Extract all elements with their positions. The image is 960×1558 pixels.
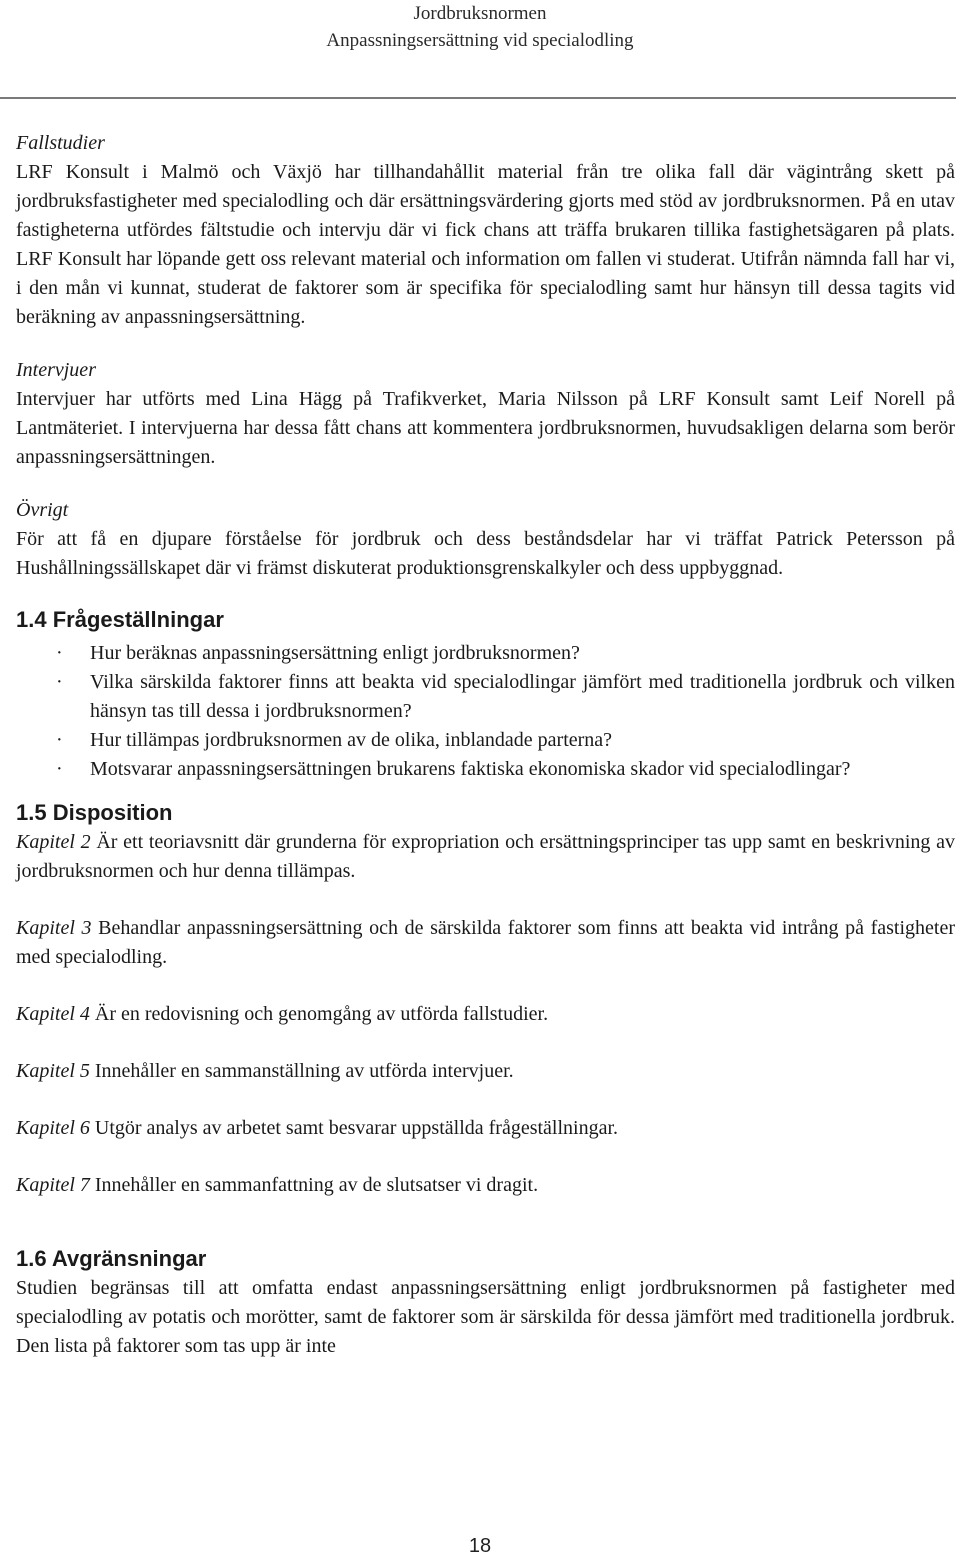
bullet-dot: · — [56, 671, 63, 693]
section-title: Disposition — [52, 800, 173, 825]
chapter-label: Kapitel 6 — [16, 1117, 90, 1139]
list-item: · Motsvarar anpassningsersättningen brukarens faktiska ekonomiska skador vid specialodlingar? — [16, 755, 955, 784]
chapter-label: Kapitel 7 — [16, 1174, 90, 1196]
section-heading-avgransningar — [16, 1244, 955, 1274]
research-questions-list — [16, 639, 955, 784]
chapter-label: Kapitel 4 — [16, 1003, 90, 1025]
section-number: 1.5 — [16, 800, 47, 825]
intervjuer-subheading: Intervjuer — [16, 359, 96, 381]
chapter-description: Kapitel 4 Är en redovisning och genomgång av utförda fallstudier. — [16, 1003, 549, 1025]
chapter-label: Kapitel 5 — [16, 1060, 90, 1082]
header-title: Jordbruksnormen — [413, 3, 547, 24]
list-item: · Hur beräknas anpassningsersättning enligt jordbruksnormen? — [16, 639, 955, 668]
chapter-description: Kapitel 5 Innehåller en sammanställning av utförda intervjuer. — [16, 1060, 514, 1082]
chapter-label: Kapitel 3 — [16, 917, 92, 939]
section-number: 1.4 — [16, 607, 47, 632]
chapter-description: Kapitel 6 Utgör analys av arbetet samt besvarar uppställda frågeställningar. — [16, 1117, 619, 1139]
ovrigt-subheading: Övrigt — [16, 499, 69, 521]
header-divider — [0, 97, 956, 99]
chapter-description: Kapitel 2 Är ett teoriavsnitt där grunderna för expropriation och ersättningsprinciper tas upp samt en beskrivning av jordbruksnormen och hur denna tillämpas. — [16, 831, 955, 882]
list-item: · Hur tillämpas jordbruksnormen av de olika, inblandade parterna? — [16, 726, 955, 755]
header-subtitle: Anpassningsersättning vid specialodling — [326, 30, 634, 51]
bullet-dot: · — [56, 642, 63, 664]
page-number: 18 — [468, 1535, 492, 1557]
bullet-dot: · — [56, 758, 63, 780]
body-content — [16, 129, 955, 1361]
avgransningar-paragraph: Studien begränsas till att omfatta endast anpassningsersättning enligt jordbruksnormen på fastigheter med specialodling av potatis och morötter, samt de faktorer som är särskilda för dessa jämfört med traditionella jordbruk. Den lista på faktorer som tas upp är inte — [16, 1277, 955, 1357]
chapter-label: Kapitel 2 — [16, 831, 91, 853]
section-heading-fragestallningar — [16, 605, 955, 635]
chapter-description: Kapitel 7 Innehåller en sammanfattning av de slutsatser vi dragit. — [16, 1174, 539, 1196]
section-title: Frågeställningar — [52, 607, 224, 632]
fallstudier-subheading: Fallstudier — [16, 132, 105, 154]
section-heading-disposition — [16, 798, 955, 828]
chapter-description: Kapitel 3 Behandlar anpassningsersättning och de särskilda faktorer som finns att beakta vid intrång på fastigheter med specialodling. — [16, 917, 956, 968]
intervjuer-paragraph: Intervjuer har utförts med Lina Hägg på Trafikverket, Maria Nilsson på LRF Konsult samt Leif Norell på Lantmäteriet. I intervjuerna har dessa fått chans att kommentera jordbruksnormen, huvudsakligen delarna som berör anpassningsersättningen. — [16, 388, 955, 468]
running-header — [0, 0, 960, 54]
section-title: Avgränsningar — [51, 1246, 207, 1271]
bullet-dot: · — [56, 729, 63, 751]
ovrigt-paragraph: För att få en djupare förståelse för jordbruk och dess beståndsdelar har vi träffat Patrick Petersson på Hushållningssällskapet där vi främst diskuterat produktionsgrenskalkyler och dess uppbyggnad. — [16, 528, 955, 579]
fallstudier-paragraph: LRF Konsult i Malmö och Växjö har tillhandahållit material från tre olika fall där vägintrång skett på jordbruksfastigheter med specialodling och där ersättningsvärdering gjorts med stöd av jordbruksnormen. På en utav fastigheterna utfördes fältstudie och intervju där vi fick chans att träffa brukaren tillika fastighetsägaren på plats. LRF Konsult har löpande gett oss relevant material och information om fallen vi studerat. Utifrån nämnda fall har vi, i den mån vi kunnat, studerat de faktorer som är specifika för specialodling samt hur hänsyn till dessa tagits vid beräkning av anpassningsersättning. — [16, 161, 955, 328]
list-item: · Vilka särskilda faktorer finns att beakta vid specialodlingar jämfört med traditionella jordbruk och vilken hänsyn tas till dessa i jordbruksnormen? — [16, 668, 955, 726]
section-number: 1.6 — [16, 1246, 47, 1271]
